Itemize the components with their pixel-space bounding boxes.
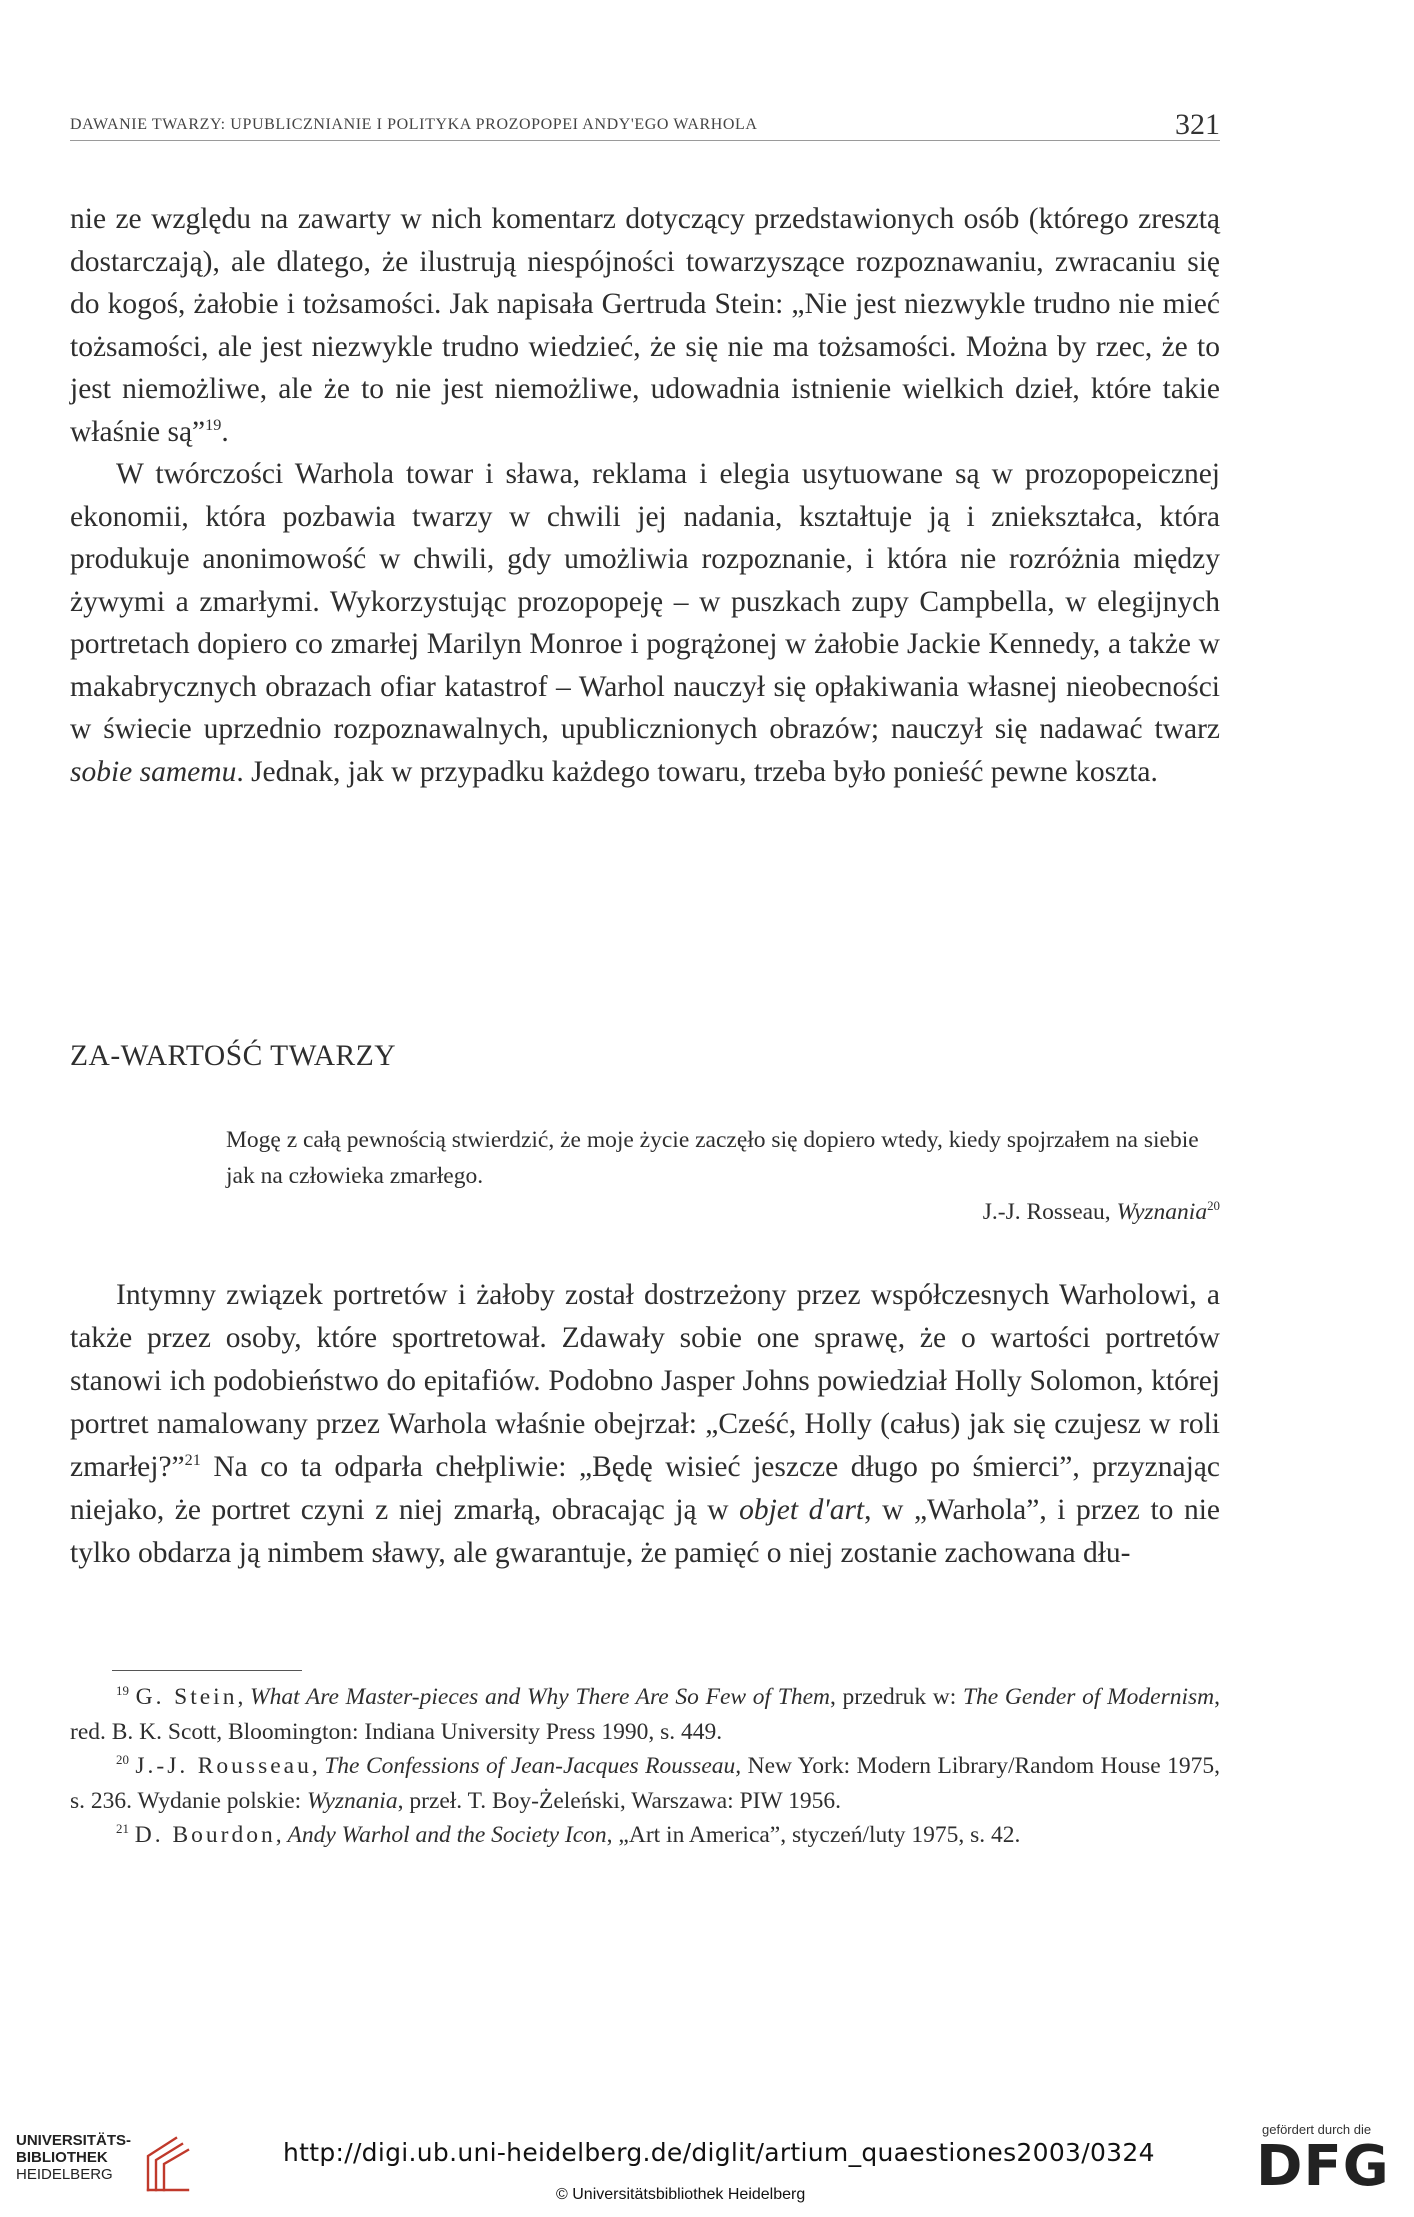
paragraph-1 (70, 198, 1220, 453)
footnote-author: J.-J. Rousseau (135, 1753, 312, 1779)
footnote-ref-21: 21 (184, 1451, 201, 1470)
footnotes (70, 1680, 1220, 1853)
footnote-rest: , red. B. K. Scott, Bloomington: Indiana University Press 1990, s. 449. (70, 1684, 1220, 1745)
ub-logo-mark-icon (142, 2128, 192, 2194)
paragraph-2-text: W twórczości Warhola towar i sława, reklama i elegia usytuowane są w prozopopeicznej ekonomii, która pozbawia twarzy w chwili jej nadania, kształtuje ją i zniekształca, która produkuje anonimowość w chwili, gdy umożliwia rozpoznanie, i która nie rozróżnia między żywymi a zmarłymi. Wykorzystując prozopopeję – w puszkach zupy Campbella, w elegijnych portretach dopiero co zmarłej Marilyn Monroe i pogrążonej w żałobie Jackie Kennedy, a także w makabrycznych obrazach ofiar katastrof – Warhol nauczył się opłakiwania własnej nieobecności w świecie uprzednio rozpoznawalnych, upublicznionych obrazów; nauczył się nadawać twarz (70, 458, 1220, 745)
footnote-number: 20 (116, 1752, 129, 1768)
section-heading: ZA-WARTOŚĆ TWARZY (70, 1040, 397, 1072)
footnote-rest: , przeł. T. Boy-Żeleński, Warszawa: PIW 1956. (397, 1787, 841, 1814)
footnote-sep: , (311, 1753, 325, 1779)
running-head (70, 108, 1220, 141)
logo-line-1: UNIVERSITÄTS- (16, 2132, 132, 2149)
epigraph-quote: Mogę z całą pewnością stwierdzić, że moje życie zaczęło się dopiero wtedy, kiedy spojrzałem na siebie jak na człowieka zmarłego. (226, 1127, 1199, 1189)
source-url-link[interactable]: http://digi.ub.uni-heidelberg.de/diglit/artium_quaestiones2003/0324 (283, 2138, 1155, 2167)
paragraph-2-end: . Jednak, jak w przypadku każdego towaru, trzeba było ponieść pewne koszta. (236, 755, 1158, 788)
paragraph-3 (70, 1274, 1220, 1575)
epigraph-author: J.-J. Rosseau, (982, 1199, 1117, 1225)
digitization-footer (0, 2100, 1414, 2217)
footnote-sep: , (275, 1822, 288, 1848)
paragraph-3-text-1: Intymny związek portretów i żałoby został dostrzeżony przez współczesnych Warholowi, a także przez osoby, które sportretował. Zdawały sobie one sprawę, że o wartości portretów stanowi ich podobieństwo do epitafiów. Podobno Jasper Johns powiedział Holly Solomon, której portret namalowany przez Warhola właśnie obejrzał: „Cześć, Holly (całus) jak się czujesz w roli zmarłej?” (70, 1279, 1220, 1483)
footnote-divider (112, 1670, 302, 1671)
footnote-title: Andy Warhol and the Society Icon (287, 1822, 607, 1848)
footnote-sep: , (237, 1684, 251, 1710)
footnote-19 (70, 1680, 1220, 1749)
paragraph-1-text: nie ze względu na zawarty w nich komentarz dotyczący przedstawionych osób (którego zresztą dostarczają), ale dlatego, że ilustrują niespójności towarzyszące rozpoznawaniu, zwracaniu się do kogoś, żałobie i tożsamości. Jak napisała Gertruda Stein: „Nie jest niezwykle trudno nie mieć tożsamości, ale jest niezwykle trudno wiedzieć, że się nie ma tożsamości. Można by rzec, że to jest niemożliwe, ale że to nie jest niemożliwe, udowadnia istnienie wielkich dzieł, które takie właśnie są” (70, 203, 1220, 448)
footnote-mid: New York: Modern Library/Random House 1975, s. 236. Wydanie polskie: (70, 1753, 1221, 1814)
dfg-caption: gefördert durch die (1262, 2122, 1372, 2137)
ub-heidelberg-logo[interactable] (16, 2132, 196, 2202)
footnote-title: What Are Master-pieces and Why There Are So Few of Them (250, 1684, 830, 1710)
footnote-title-2: The Gender of Modernism (962, 1684, 1215, 1710)
footnote-20 (70, 1749, 1220, 1818)
page-number: 321 (1175, 108, 1220, 141)
logo-line-3: HEIDELBERG (16, 2166, 113, 2183)
ub-logo-text (16, 2132, 131, 2183)
footnote-number: 19 (116, 1683, 129, 1699)
copyright-notice: © Universitätsbibliothek Heidelberg (556, 2186, 806, 2203)
footnote-ref-20: 20 (1207, 1198, 1220, 1214)
paragraph-2 (70, 453, 1220, 793)
body-text (70, 198, 1220, 793)
footnote-title: The Confessions of Jean-Jacques Rousseau, (324, 1753, 742, 1779)
epigraph-attribution (226, 1194, 1220, 1230)
footnote-author: D. Bourdon (134, 1822, 276, 1848)
footnote-ref-19: 19 (205, 415, 222, 434)
epigraph-work: Wyznania (1116, 1199, 1208, 1225)
footnote-author: G. Stein (135, 1684, 238, 1710)
paragraph-3-text-3: , w „Warhola”, i przez to nie tylko obdarza ją nimbem sławy, ale gwarantuje, że pamięć o niej zostanie zachowana dłu- (70, 1494, 1220, 1569)
footnote-mid: , przedruk w: (829, 1684, 963, 1710)
running-title: DAWANIE TWARZY: UPUBLICZNIANIE I POLITYKA PROZOPOPEI ANDY'EGO WARHOLA (70, 116, 758, 133)
paragraph-3-text-2: Na co ta odparła chełpliwie: „Będę wisieć jeszcze długo po śmierci”, przyznając niejako, że portret czyni z niej zmarłą, obracając ją w (70, 1451, 1220, 1526)
footnote-mid: , „Art in America”, styczeń/luty 1975, s. 42. (606, 1822, 1021, 1848)
footnote-21 (70, 1818, 1220, 1853)
paragraph-2-italic: sobie samemu (70, 755, 237, 788)
footnote-title-2: Wyznania (307, 1787, 398, 1814)
footnote-number: 21 (116, 1821, 129, 1837)
paragraph-3-italic: objet d'art (739, 1494, 865, 1526)
paragraph-1-end: . (221, 415, 229, 448)
dfg-logo-block[interactable] (1254, 2122, 1390, 2212)
epigraph (226, 1122, 1220, 1230)
dfg-logo: DFG (1256, 2134, 1390, 2199)
logo-line-2: BIBLIOTHEK (16, 2149, 108, 2166)
